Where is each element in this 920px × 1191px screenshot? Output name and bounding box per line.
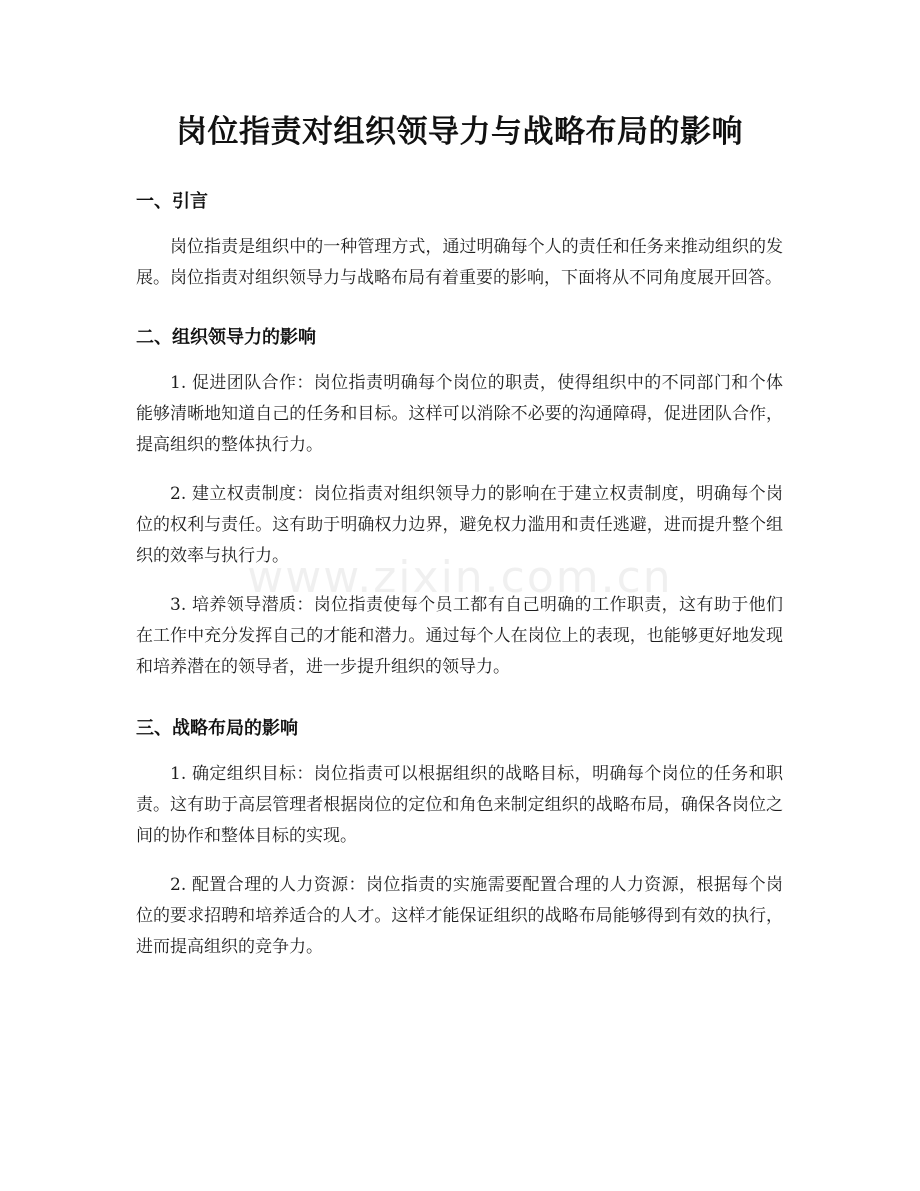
section-heading-leadership: 二、组织领导力的影响 — [136, 327, 316, 348]
intro-paragraph: 岗位指责是组织中的一种管理方式，通过明确每个人的责任和任务来推动组织的发展。岗位指责对组织领导力与战略布局有着重要的影响，下面将从不同角度展开回答。 — [136, 237, 783, 288]
leadership-paragraph-2: 2. 建立权责制度：岗位指责对组织领导力的影响在于建立权责制度，明确每个岗位的权利与责任。这有助于明确权力边界，避免权力滥用和责任逃避，进而提升整个组织的效率与执行力。 — [136, 484, 783, 566]
watermark: www.zixin.com.cn — [247, 552, 673, 603]
section-heading-intro: 一、引言 — [136, 191, 208, 212]
document-title: 岗位指责对组织领导力与战略布局的影响 — [176, 114, 743, 150]
section-heading-strategy: 三、战略布局的影响 — [136, 718, 298, 739]
leadership-paragraph-3: 3. 培养领导潜质：岗位指责使每个员工都有自己明确的工作职责，这有助于他们在工作中充分发挥自己的才能和潜力。通过每个人在岗位上的表现，也能够更好地发现和培养潜在的领导者，进一步提升组织的领导力。 — [136, 595, 783, 677]
strategy-paragraph-1: 1. 确定组织目标：岗位指责可以根据组织的战略目标，明确每个岗位的任务和职责。这有助于高层管理者根据岗位的定位和角色来制定组织的战略布局，确保各岗位之间的协作和整体目标的实现。 — [136, 764, 783, 846]
leadership-paragraph-1: 1. 促进团队合作：岗位指责明确每个岗位的职责，使得组织中的不同部门和个体能够清晰地知道自己的任务和目标。这样可以消除不必要的沟通障碍，促进团队合作，提高组织的整体执行力。 — [136, 373, 783, 455]
strategy-paragraph-2: 2. 配置合理的人力资源：岗位指责的实施需要配置合理的人力资源，根据每个岗位的要求招聘和培养适合的人才。这样才能保证组织的战略布局能够得到有效的执行，进而提高组织的竞争力。 — [136, 875, 783, 957]
